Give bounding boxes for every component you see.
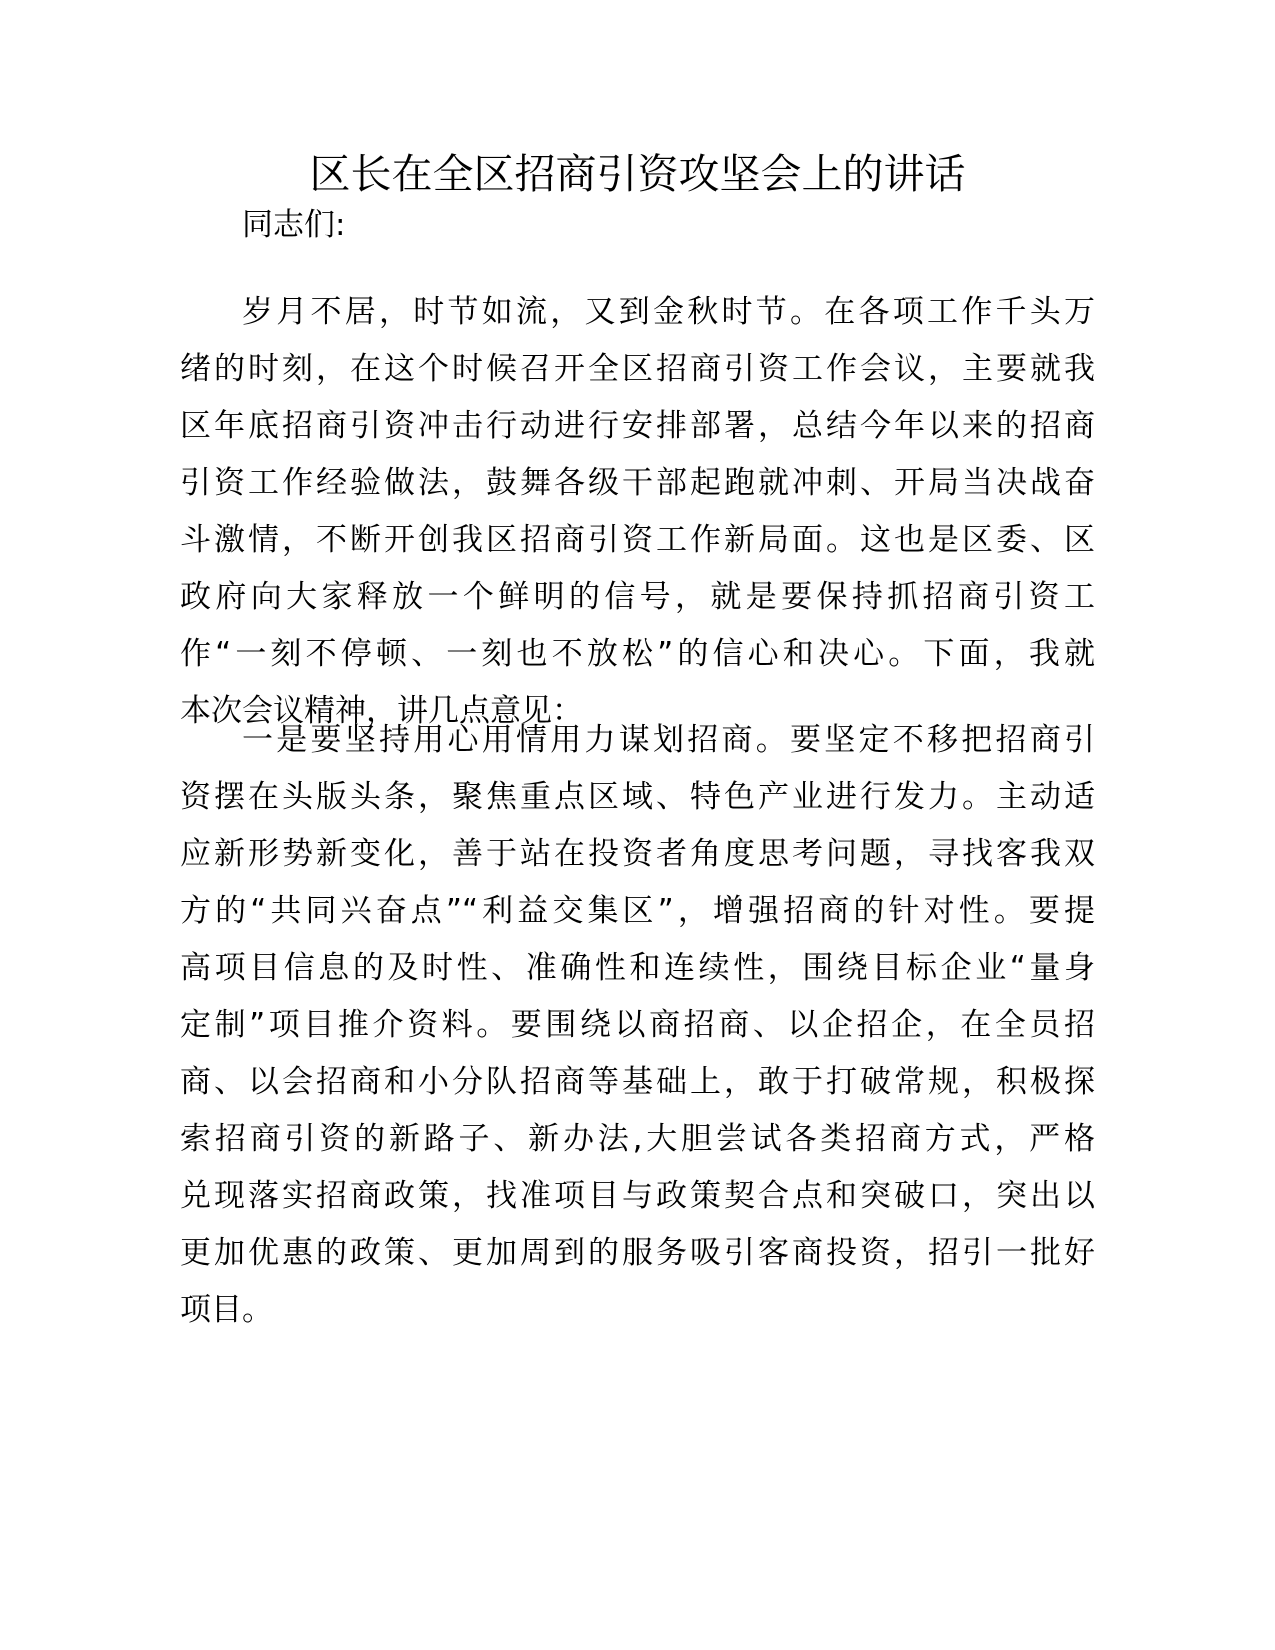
document-title: 区长在全区招商引资攻坚会上的讲话 — [309, 150, 966, 198]
salutation: 同志们: — [242, 207, 346, 243]
paragraph-line: 商、以会招商和小分队招商等基础上，敢于打破常规，积极探 — [180, 1064, 1095, 1100]
paragraph-2 — [180, 712, 1095, 1339]
paragraph-line: 作“一刻不停顿、一刻也不放松”的信心和决心。下面，我就 — [180, 636, 1095, 672]
paragraph-line: 本次会议精神，讲几点意见： — [180, 693, 583, 729]
paragraph-line: 更加优惠的政策、更加周到的服务吸引客商投资，招引一批好 — [180, 1235, 1095, 1271]
paragraph-line: 资摆在头版头条，聚焦重点区域、特色产业进行发力。主动适 — [180, 779, 1095, 815]
paragraph-line: 索招商引资的新路子、新办法,大胆尝试各类招商方式，严格 — [180, 1121, 1095, 1157]
paragraph-line: 区年底招商引资冲击行动进行安排部署，总结今年以来的招商 — [180, 408, 1095, 444]
paragraph-line: 兑现落实招商政策，找准项目与政策契合点和突破口，突出以 — [180, 1178, 1095, 1214]
paragraph-line: 绪的时刻，在这个时候召开全区招商引资工作会议，主要就我 — [180, 351, 1095, 387]
paragraph-line: 引资工作经验做法，鼓舞各级干部起跑就冲刺、开局当决战奋 — [180, 465, 1095, 501]
paragraph-line: 政府向大家释放一个鲜明的信号，就是要保持抓招商引资工 — [180, 579, 1095, 615]
salutation-block — [180, 197, 1095, 254]
paragraph-line: 方的“共同兴奋点”“利益交集区”，增强招商的针对性。要提 — [180, 893, 1095, 929]
paragraph-1 — [180, 284, 1095, 740]
paragraph-line: 应新形势新变化，善于站在投资者角度思考问题，寻找客我双 — [180, 836, 1095, 872]
paragraph-line: 定制”项目推介资料。要围绕以商招商、以企招企，在全员招 — [180, 1007, 1095, 1043]
paragraph-line: 项目。 — [180, 1292, 273, 1328]
paragraph-line: 高项目信息的及时性、准确性和连续性，围绕目标企业“量身 — [180, 950, 1095, 986]
paragraph-line: 一是要坚持用心用情用力谋划招商。要坚定不移把招商引 — [242, 722, 1095, 758]
paragraph-line: 岁月不居，时节如流，又到金秋时节。在各项工作千头万 — [242, 294, 1095, 330]
paragraph-line: 斗激情，不断开创我区招商引资工作新局面。这也是区委、区 — [180, 522, 1095, 558]
